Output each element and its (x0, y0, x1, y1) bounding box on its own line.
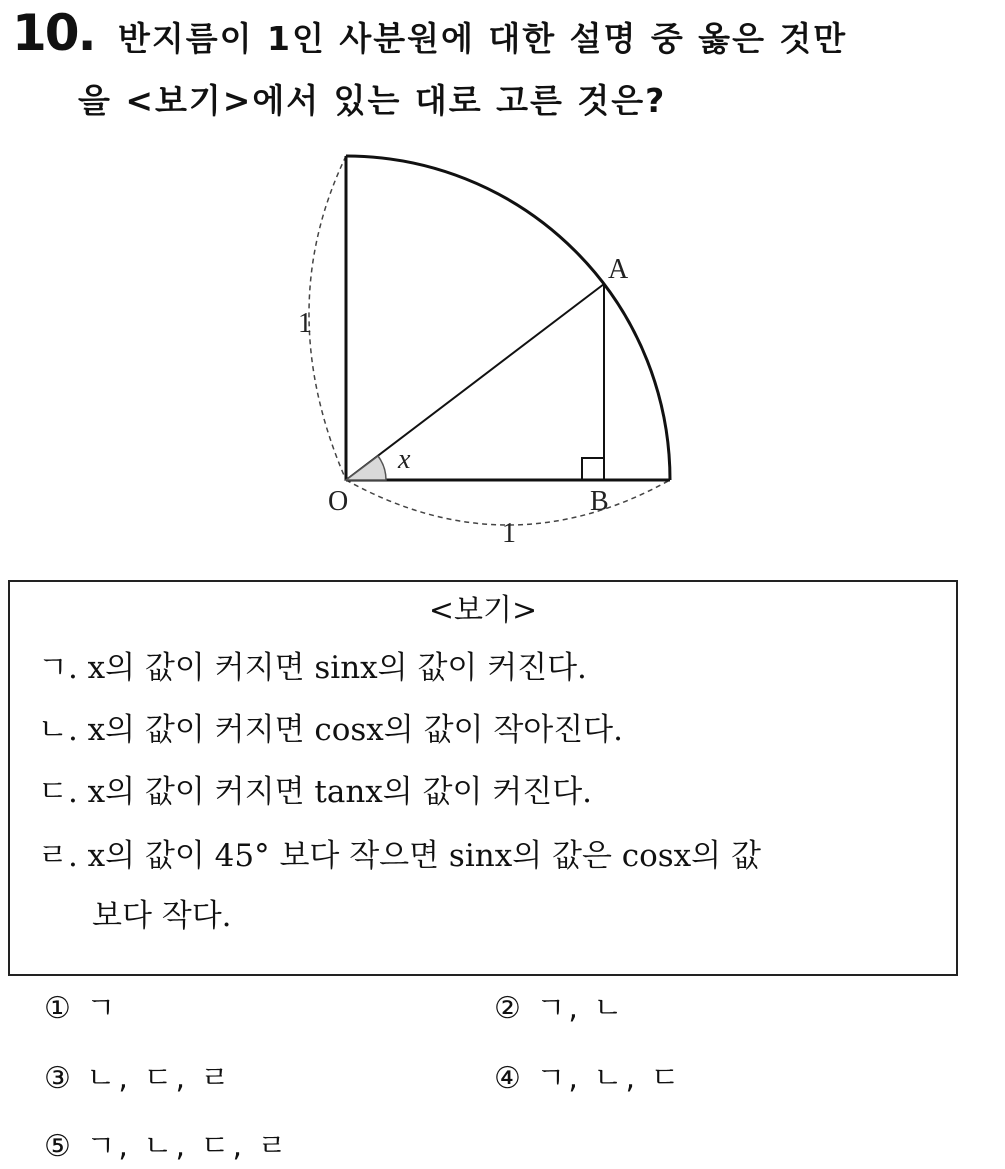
label-O: O (328, 486, 349, 517)
choice-3[interactable]: ③ ㄴ, ㄷ, ㄹ (44, 1061, 233, 1096)
quarter-arc (346, 156, 670, 480)
angle-x-mark (346, 456, 386, 480)
choice-5[interactable]: ⑤ ㄱ, ㄴ, ㄷ, ㄹ (44, 1129, 290, 1164)
bogi-item-digeut: ㄷ. x의 값이 커지면 tanx의 값이 커진다. (38, 774, 592, 810)
bogi-title: <보기> (428, 593, 538, 628)
label-A: A (608, 254, 629, 285)
label-x: x (398, 444, 411, 475)
question-text-line-2: 을 <보기>에서 있는 대로 고른 것은? (78, 81, 667, 120)
choice-4[interactable]: ④ ㄱ, ㄴ, ㄷ (494, 1061, 683, 1096)
bogi-item-giyeok: ㄱ. x의 값이 커지면 sinx의 값이 커진다. (38, 650, 587, 686)
quarter-circle-figure (250, 130, 730, 560)
right-angle-mark (582, 458, 604, 480)
dashed-radius-arc-vertical (309, 156, 346, 480)
bogi-item-rieul-line2: 보다 작다. (92, 898, 232, 934)
bogi-item-rieul-line1: ㄹ. x의 값이 45° 보다 작으면 sinx의 값은 cosx의 값 (38, 838, 761, 874)
question-text-line-1: 반지름이 1인 사분원에 대한 설명 중 옳은 것만 (118, 19, 848, 58)
bogi-item-nieun: ㄴ. x의 값이 커지면 cosx의 값이 작아진다. (38, 712, 623, 748)
bogi-box (8, 580, 958, 976)
label-radius-horizontal: 1 (502, 518, 516, 549)
question-number: 10. (12, 4, 95, 62)
label-B: B (590, 486, 609, 517)
bogi-item-rieul (38, 826, 948, 946)
segment-OA (346, 284, 604, 480)
label-radius-vertical: 1 (298, 308, 312, 339)
choice-1[interactable]: ① ㄱ (44, 991, 119, 1026)
choice-2[interactable]: ② ㄱ, ㄴ (494, 991, 626, 1026)
